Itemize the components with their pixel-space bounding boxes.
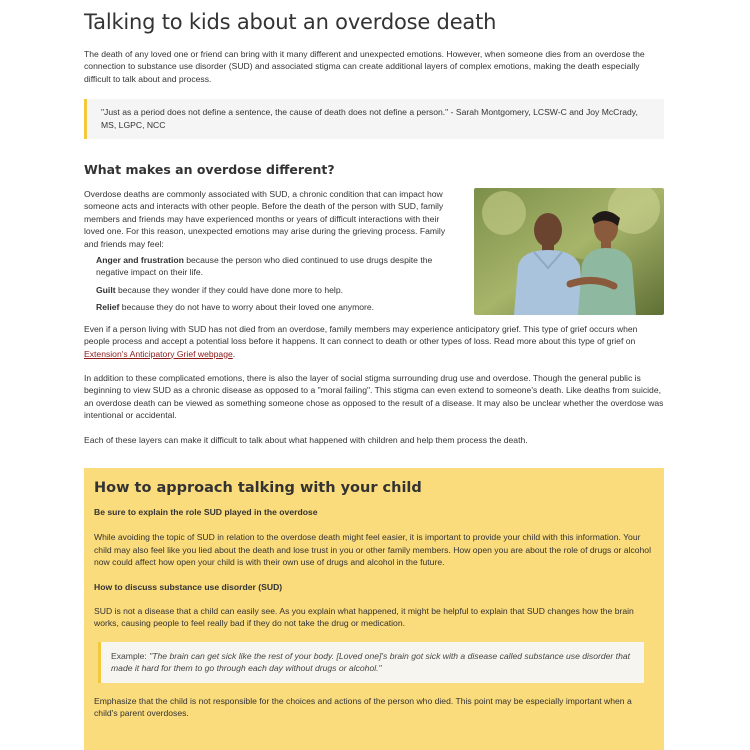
feelings-list: [96, 254, 459, 314]
callout-paragraph: While avoiding the topic of SUD in relation to the overdose death might feel easier, it is important to provide your child with this information. Your child may also feel like you lied about the death and lose trust in you or other family members. How open you are about the role of drugs or alcohol now could affect how open your child is with their own use of drugs and alcohol in the future.: [94, 532, 651, 568]
example-box: Example: "The brain can get sick like the rest of your body. [Loved one]'s brain got sick with a disease called substance use disorder that made it hard for them to go through each day without drugs or alcohol.": [98, 642, 644, 683]
article: [84, 0, 664, 750]
pull-quote: "Just as a period does not define a sentence, the cause of death does not define a person." - Sarah Montgomery, LCSW-C and Joy McCrady, MS, LGPC, NCC: [84, 99, 664, 139]
callout-paragraph: SUD is not a disease that a child can easily see. As you explain what happened, it might be helpful to explain that SUD changes how the brain works, causing people to feel really bad if they do not take the drug or medication.: [94, 605, 634, 629]
layers-paragraph: Each of these layers can make it difficult to talk about what happened with children and help them process the death.: [84, 434, 528, 445]
callout-subheading: Be sure to explain the role SUD played in the overdose: [94, 506, 318, 517]
anticipatory-grief-link[interactable]: Extension's Anticipatory Grief webpage: [84, 348, 233, 359]
callout-heading: How to approach talking with your child: [94, 479, 422, 496]
page-title: Talking to kids about an overdose death: [84, 10, 497, 34]
intro-paragraph: The death of any loved one or friend can bring with it many different and unexpected emotions. However, when someone dies from an overdose the connection to substance use disorder (SUD) and associated stigma can create additional layers of complex emotions, making the death especially difficult to talk about and process.: [84, 49, 645, 84]
photo-illustration: [474, 188, 664, 315]
father-son-photo: [474, 188, 664, 315]
section-heading: What makes an overdose different?: [84, 162, 335, 178]
approach-callout: [84, 468, 664, 750]
section-text: [84, 188, 459, 314]
list-item: Anger and frustration because the person who died continued to use drugs despite the negative impact on their life.: [96, 255, 433, 278]
section-paragraph: Overdose deaths are commonly associated with SUD, a chronic condition that can impact how someone acts and interacts with other people. Before the death of the person with SUD, family members and friends may have experienced months or years of difficult interactions with their loved one. For this reason, unexpected emotions may arise during the grieving process. Family and friends may feel:: [84, 189, 446, 249]
list-item: Relief because they do not have to worry about their loved one anymore.: [96, 302, 375, 313]
anticipatory-grief-paragraph: Even if a person living with SUD has not died from an overdose, family members may experience anticipatory grief. This type of grief occurs when people process and accept a potential loss before it happens. It can connect to death or other types of loss. Read more about this type of grief on Extension's Anticipatory Grief webpage.: [84, 323, 638, 359]
section-body: [84, 188, 664, 314]
callout-paragraph: Emphasize that the child is not responsible for the choices and actions of the person who died. This point may be especially important when a child's parent overdoses.: [94, 695, 632, 718]
list-item: Guilt because they wonder if they could have done more to help.: [96, 284, 343, 295]
stigma-paragraph: In addition to these complicated emotions, there is also the layer of social stigma surrounding drug use and overdose. Though the general public is beginning to view SUD as a chronic disease as opposed to a "moral failing". This stigma can even extend to someone's death. Like deaths from suicide, an overdose death can be viewed as something someone chose as opposed to the result of a disease. It may also be unclear whether the overdose was intentional or accidental.: [84, 372, 664, 421]
callout-subheading: How to discuss substance use disorder (SUD): [94, 581, 283, 592]
